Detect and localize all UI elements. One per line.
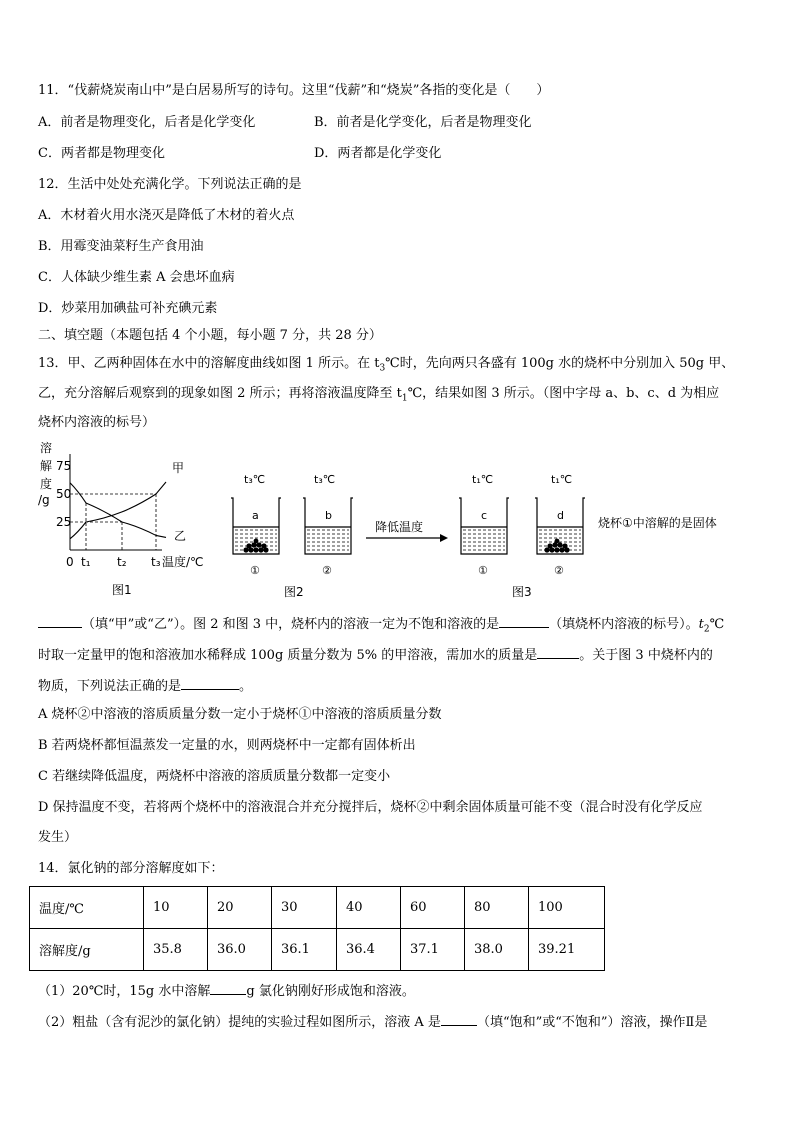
origin-label: 0 bbox=[66, 555, 74, 569]
liquid-fill bbox=[307, 530, 349, 550]
q14-stem: 14．氯化钠的部分溶解度如下： bbox=[38, 861, 224, 876]
x-tick-t1: t₁ bbox=[81, 555, 91, 569]
section-heading: 二、填空题（本题包括 4 个小题，每小题 7 分，共 28 分） bbox=[38, 328, 382, 343]
y-label-2: 解 bbox=[40, 459, 53, 473]
q11-option-d: D．两者都是化学变化 bbox=[314, 146, 442, 161]
x-tick-t2: t₂ bbox=[117, 555, 127, 569]
q12-option-c: C．人体缺少维生素 A 会患坏血病 bbox=[38, 270, 235, 285]
fig2-caption: 图2 bbox=[284, 585, 304, 599]
q13-option-d-line-1: D 保持温度不变，若将两个烧杯中的溶液混合并充分搅拌后，烧杯②中剩余固体质量可能不变（混合时没有化学反应 bbox=[38, 800, 703, 815]
table-cell: 10 bbox=[144, 887, 208, 929]
arrow-label: 降低温度 bbox=[375, 520, 424, 534]
fig3-temp-1: t₁℃ bbox=[472, 473, 494, 486]
sediment-a bbox=[243, 539, 268, 553]
beaker-label-d: d bbox=[557, 509, 564, 522]
series-line-jia bbox=[70, 482, 166, 539]
q11-option-a: A．前者是物理变化，后者是化学变化 bbox=[38, 115, 256, 130]
q13-line-6: 物质，下列说法正确的是 。 bbox=[38, 676, 252, 696]
q13-line-2: 乙，充分溶解后观察到的现象如图 2 所示；再将溶液温度降至 $t_1℃$，结果如图 3 所示。（图中字母 a、b、c、d 为相应 bbox=[38, 386, 720, 404]
fig2-beaker-num-1: ① bbox=[250, 564, 260, 577]
table-cell: 溶解度/g bbox=[30, 929, 144, 971]
fig3-caption: 图3 bbox=[512, 585, 532, 599]
table-row bbox=[30, 929, 605, 971]
q11-stem: 11．“伐薪烧炭南山中”是白居易所写的诗句。这里“伐薪”和“烧炭”各指的变化是（ ） bbox=[38, 83, 550, 98]
q13-option-a: A 烧杯②中溶液的溶质质量分数一定小于烧杯①中溶液的溶质质量分数 bbox=[38, 707, 442, 722]
q12-stem: 12．生活中处处充满化学。下列说法正确的是 bbox=[38, 177, 302, 192]
table-cell: 35.8 bbox=[144, 929, 208, 971]
chart-series bbox=[70, 482, 166, 550]
table-cell: 30 bbox=[272, 887, 337, 929]
beaker-b bbox=[303, 498, 353, 554]
q13-line-5: 时取一定量甲的饱和溶液加水稀释成 100g 质量分数为 5% 的甲溶液，需加水的质量是 。关于图 3 中烧杯内的 bbox=[38, 645, 713, 665]
fig3-beaker-num-2: ② bbox=[554, 564, 564, 577]
q13-option-c: C 若继续降低温度，两烧杯中溶液的溶质质量分数都一定变小 bbox=[38, 769, 391, 784]
beaker-d bbox=[535, 498, 585, 554]
series-line-yi bbox=[70, 483, 166, 538]
table-cell: 36.4 bbox=[337, 929, 401, 971]
table-cell: 37.1 bbox=[401, 929, 465, 971]
solubility-chart bbox=[38, 440, 204, 597]
table-cell: 100 bbox=[529, 887, 605, 929]
arrow-head bbox=[440, 534, 448, 542]
table-row bbox=[30, 887, 605, 929]
fig3-beaker-num-1: ① bbox=[478, 564, 488, 577]
solubility-table bbox=[29, 886, 605, 971]
beaker-label-a: a bbox=[252, 509, 259, 522]
beaker-label-b: b bbox=[325, 509, 332, 522]
table-cell: 20 bbox=[208, 887, 272, 929]
q13-line-3: 烧杯内溶液的标号） bbox=[38, 415, 156, 430]
q13-line-4: （填“甲”或“乙”）。图 2 和图 3 中，烧杯内的溶液一定为不饱和溶液的是 （填烧杯内溶液的标号）。$t_2℃$ bbox=[38, 614, 724, 639]
y-label-3: 度 bbox=[40, 477, 53, 491]
fig3-temp-2: t₁℃ bbox=[551, 473, 573, 486]
fig-side-text: 烧杯①中溶解的是固体 bbox=[598, 516, 717, 530]
q14-sub-1: （1）20℃时，15g 水中溶解 g 氯化钠刚好形成饱和溶液。 bbox=[38, 981, 415, 1001]
figure-2 bbox=[231, 473, 353, 599]
q13-option-d-line-2: 发生） bbox=[38, 830, 78, 845]
curve-label-jia: 甲 bbox=[172, 461, 185, 475]
table-cell: 80 bbox=[465, 887, 529, 929]
q12-option-b: B．用霉变油菜籽生产食用油 bbox=[38, 239, 204, 254]
table-cell: 38.0 bbox=[465, 929, 529, 971]
fig2-temp-1: t₃℃ bbox=[244, 473, 266, 486]
table-cell: 温度/℃ bbox=[30, 887, 144, 929]
q14-sub-2: （2）粗盐（含有泥沙的氯化钠）提纯的实验过程如图所示，溶液 A 是 （填“饱和”或“不饱和”）溶液，操作Ⅱ是 bbox=[38, 1012, 707, 1032]
y-tick-75: 75 bbox=[56, 459, 72, 473]
q12-option-a: A．木材着火用水浇灭是降低了木材的着火点 bbox=[38, 208, 295, 223]
table-cell: 39.21 bbox=[529, 929, 605, 971]
y-tick-25: 25 bbox=[56, 515, 72, 529]
q11-option-b: B．前者是化学变化，后者是物理变化 bbox=[314, 115, 532, 130]
q12-option-d: D．炒菜用加碘盐可补充碘元素 bbox=[38, 301, 218, 316]
q13-line-1: 13．甲、乙两种固体在水中的溶解度曲线如图 1 所示。在 $t_3℃$时，先向两只各盛有 100g 水的烧杯中分别加入 50g 甲、 bbox=[38, 356, 735, 374]
figure-3 bbox=[459, 473, 585, 599]
q13-option-b: B 若两烧杯都恒温蒸发一定量的水，则两烧杯中一定都有固体析出 bbox=[38, 738, 416, 753]
beaker-label-c: c bbox=[481, 509, 488, 522]
table-cell: 40 bbox=[337, 887, 401, 929]
fig2-beaker-num-2: ② bbox=[322, 564, 332, 577]
sediment-d bbox=[544, 539, 569, 553]
y-tick-50: 50 bbox=[56, 487, 72, 501]
curve-label-yi: 乙 bbox=[174, 529, 187, 543]
y-label-4: /g bbox=[38, 493, 50, 507]
beaker-a bbox=[231, 498, 281, 554]
q11-option-c: C．两者都是物理变化 bbox=[38, 146, 165, 161]
y-label-1: 溶 bbox=[40, 441, 53, 455]
beaker-c bbox=[459, 498, 509, 554]
liquid-fill bbox=[463, 530, 505, 550]
table-cell: 60 bbox=[401, 887, 465, 929]
fig1-caption: 图1 bbox=[112, 583, 132, 597]
fig2-temp-2: t₃℃ bbox=[314, 473, 336, 486]
x-tick-t3: t₃ bbox=[151, 555, 161, 569]
table-cell: 36.1 bbox=[272, 929, 337, 971]
x-axis-label: 温度/℃ bbox=[162, 555, 204, 569]
table-cell: 36.0 bbox=[208, 929, 272, 971]
